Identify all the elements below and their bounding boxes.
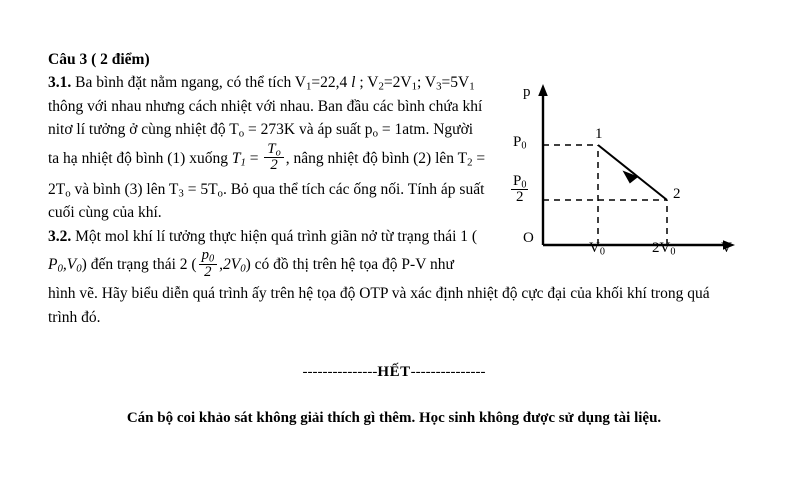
- problem-3-1-text-3: ; V: [355, 74, 379, 91]
- fraction-To-over-2: [264, 142, 283, 174]
- sub-3: 3: [178, 187, 184, 200]
- end-marker-word: HẾT: [377, 364, 411, 380]
- sub-v1c: 1: [469, 80, 475, 93]
- line5-text-b: và bình (3) lên T: [70, 180, 179, 198]
- page-title: Câu 3 ( 2 điểm): [48, 51, 150, 68]
- line5-text-d: . Bỏ qua thể tích các ống nối. Tính áp suất: [222, 180, 485, 198]
- line2-text-b: ) có đồ thị trên hệ tọa độ P-V như: [245, 256, 454, 273]
- problem-3-1-line-5: [48, 178, 518, 202]
- sub-v1: 1: [306, 80, 312, 93]
- fraction2-numerator: $p_0$: [201, 247, 215, 266]
- pv-diagram: [505, 82, 750, 272]
- pv-diagram-svg: [505, 82, 750, 272]
- problem-3-1-text-2: =22,4: [311, 74, 352, 91]
- sub-o-a: o: [65, 187, 71, 200]
- problem-3-1-text-1: Ba bình đặt nằm ngang, có thể tích V: [71, 74, 306, 91]
- problem-3-1-line-3: [48, 118, 518, 142]
- problem-3-1-line-6: cuối cùng của khí.: [48, 204, 162, 221]
- line4-text-c: =: [472, 149, 486, 167]
- fraction-p0-over-2: [199, 248, 218, 280]
- problem-3-1-number: 3.1.: [48, 74, 72, 91]
- line5-text-c: = 5T: [183, 180, 218, 198]
- problem-3-2-line-4: trình đó.: [48, 308, 101, 326]
- y-axis-label: p: [523, 84, 531, 100]
- fraction2-denominator: 2: [199, 264, 218, 280]
- process-line-1-to-2: [598, 145, 667, 200]
- problem-3-1-text-5: ; V: [417, 74, 437, 91]
- process-direction-arrow-icon: [623, 171, 639, 184]
- end-marker: [0, 364, 788, 381]
- line3-text-b: = 273K và áp suất p: [244, 121, 373, 138]
- sub-2: 2: [467, 156, 473, 169]
- fraction-numerator: $T_o$: [267, 140, 281, 159]
- y-tick-p0: $P_0$: [513, 134, 527, 152]
- fraction-denominator: 2: [264, 157, 283, 173]
- line4-text-b: , nâng nhiệt độ bình (2) lên T: [285, 149, 468, 167]
- state-1-coords: $P_0,V_0$: [48, 256, 82, 275]
- state-2-volume: $2V_0$: [222, 256, 246, 275]
- y-tick-fraction-numerator: $P_0$: [513, 173, 527, 191]
- origin-label: O: [523, 230, 534, 246]
- text-column: [48, 50, 710, 329]
- line5-text-a: 2T: [48, 180, 66, 198]
- line3-text-c: = 1atm. Người: [377, 121, 474, 138]
- problem-3-1-text-6: =5V: [441, 74, 470, 91]
- line2-text-a: ) đến trạng thái 2 (: [81, 256, 197, 273]
- equals-sign: =: [245, 149, 263, 167]
- problem-3-1-line-2: thông với nhau nhưng cách nhiệt với nhau. Ban đầu các bình chứa khí: [48, 97, 483, 115]
- data-point-label-1: 1: [595, 126, 603, 142]
- x-axis-label: V: [721, 240, 732, 256]
- line3-text-a: nitơ lí tưởng ở cùng nhiệt độ T: [48, 121, 239, 138]
- line2-comma: ,: [219, 256, 223, 273]
- end-marker-dashes-left: ---------------: [302, 364, 378, 380]
- liter-unit: l: [351, 74, 356, 91]
- y-tick-p0-over-2: [511, 174, 528, 205]
- line4-text-a: ta hạ nhiệt độ bình (1) xuống: [48, 149, 232, 167]
- sub-to: o: [238, 127, 245, 140]
- problem-3-2-text-1: Một mol khí lí tưởng thực hiện quá trình giãn nở từ trạng thái 1 (: [71, 227, 478, 245]
- exam-footnote: Cán bộ coi khảo sát không giải thích gì thêm. Học sinh không được sử dụng tài liệu.: [126, 410, 662, 426]
- sub-v3: 3: [436, 80, 442, 93]
- sub-o-b: o: [217, 187, 223, 200]
- x-tick-v0: $V_0$: [589, 240, 605, 258]
- problem-3-2-line-1: [48, 225, 518, 249]
- problem-3-1-paragraph: [48, 71, 518, 95]
- symbol-T1: $T_1$: [231, 149, 246, 169]
- sub-v1b: 1: [411, 80, 417, 93]
- problem-3-2-line-3: hình vẽ. Hãy biểu diễn quá trình ấy trên hệ tọa độ OTP và xác định nhiệt độ cực đại của khối khí trong quá: [48, 285, 710, 302]
- problem-3-2-line-2: [48, 248, 518, 282]
- problem-3-1-text-4: =2V: [383, 74, 412, 91]
- sub-1: 1: [240, 156, 246, 169]
- data-point-label-2: 2: [673, 186, 681, 202]
- sub-v2: 2: [378, 80, 384, 93]
- x-tick-2v0: $2V_0$: [652, 240, 676, 258]
- problem-3-1-line-4: [48, 142, 518, 176]
- end-marker-dashes-right: ---------------: [410, 364, 486, 380]
- sub-po: o: [372, 127, 378, 140]
- y-axis-arrowhead: [538, 84, 548, 96]
- problem-3-2-number: 3.2.: [48, 227, 72, 245]
- y-tick-fraction-denominator: 2: [511, 189, 528, 205]
